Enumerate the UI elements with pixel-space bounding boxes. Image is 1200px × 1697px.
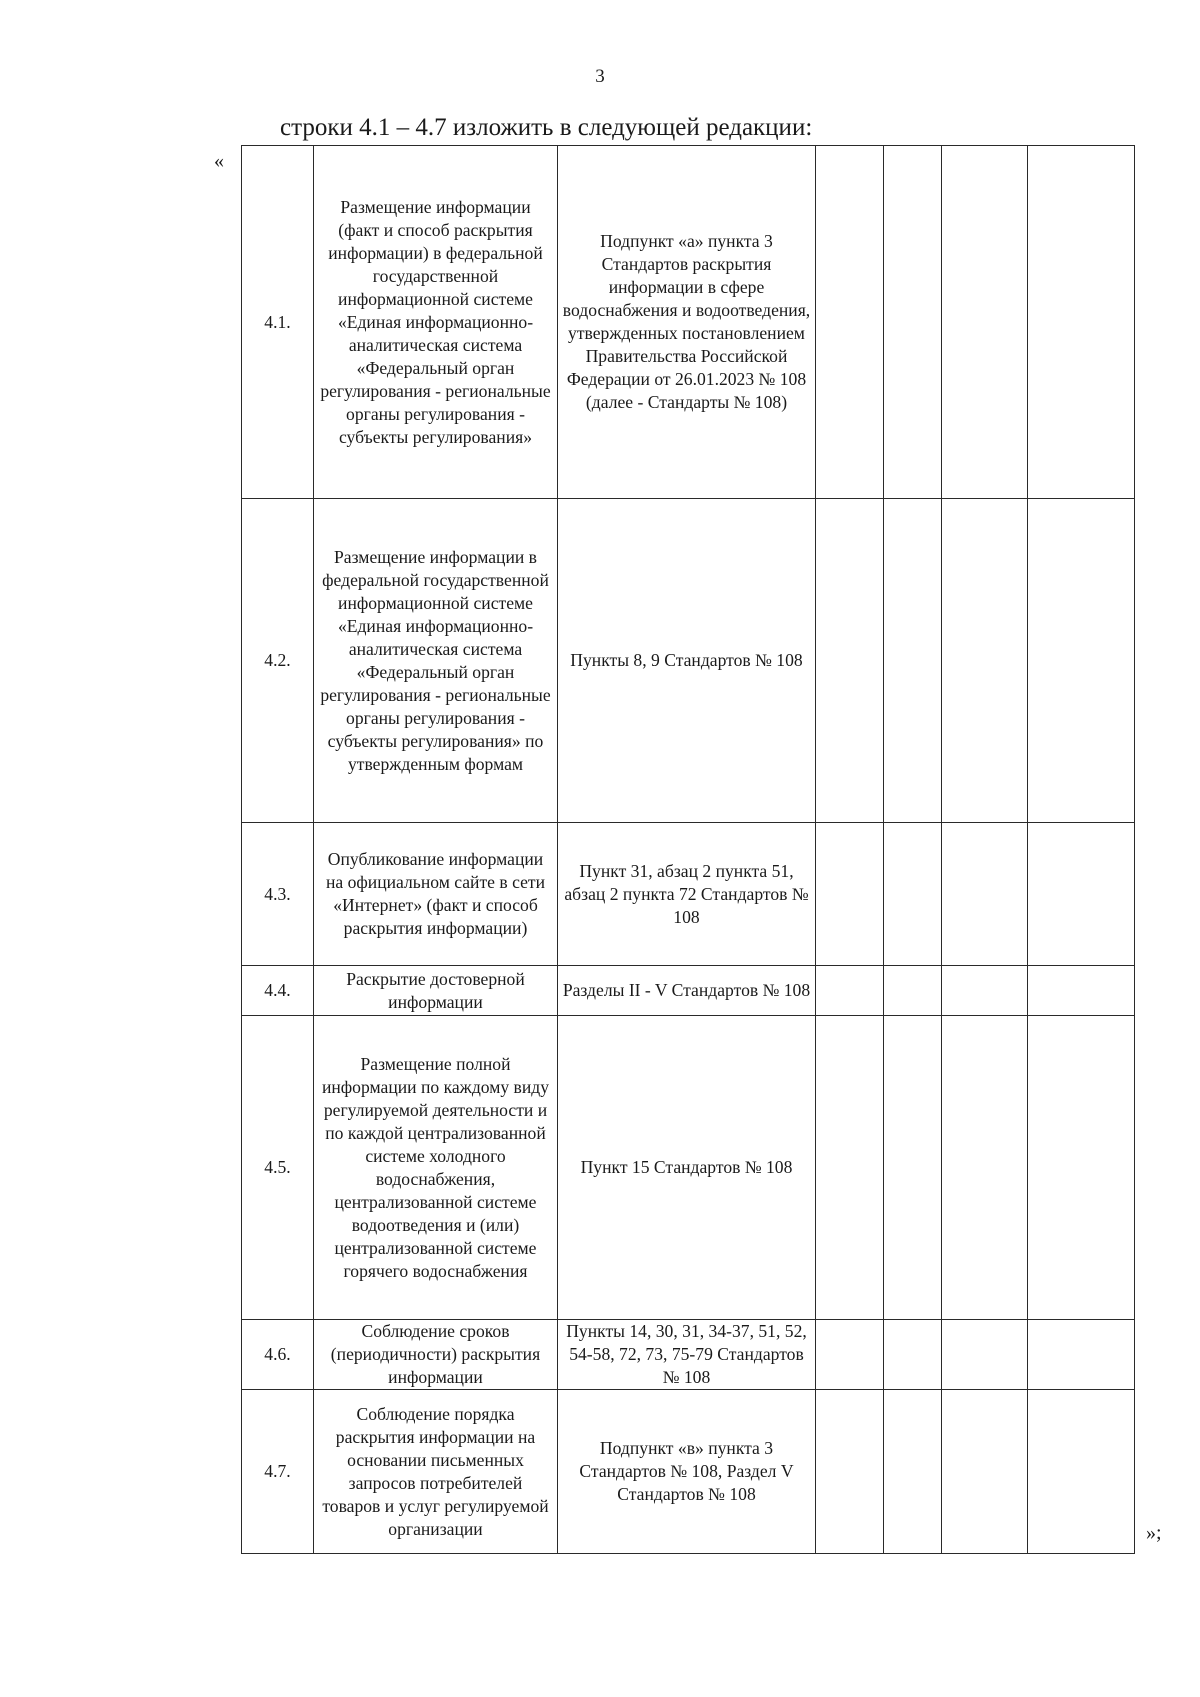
empty-cell — [1028, 499, 1135, 823]
row-reference: Подпункт «а» пункта 3 Стандартов раскрытия информации в сфере водоснабжения и водоотведения, утвержденных постановлением Правительства Российской Федерации от 26.01.2023 № 108 (далее - Стандарты № 108) — [558, 146, 816, 499]
empty-cell — [816, 146, 884, 499]
table-row — [242, 1390, 1135, 1554]
empty-cell — [884, 966, 942, 1016]
row-number: 4.2. — [242, 499, 314, 823]
table-row — [242, 966, 1135, 1016]
empty-cell — [942, 823, 1028, 966]
empty-cell — [942, 1016, 1028, 1320]
amendment-table — [241, 145, 1135, 1554]
empty-cell — [884, 1016, 942, 1320]
row-reference: Подпункт «в» пункта 3 Стандартов № 108, Раздел V Стандартов № 108 — [558, 1390, 816, 1554]
row-number: 4.6. — [242, 1320, 314, 1390]
table-row — [242, 146, 1135, 499]
empty-cell — [1028, 966, 1135, 1016]
empty-cell — [884, 146, 942, 499]
row-reference: Пункт 15 Стандартов № 108 — [558, 1016, 816, 1320]
table-row — [242, 823, 1135, 966]
empty-cell — [942, 499, 1028, 823]
row-description: Размещение полной информации по каждому виду регулируемой деятельности и по каждой централизованной системе холодного водоснабжения, централизованной системе водоотведения и (или) централизованной системе горячего водоснабжения — [314, 1016, 558, 1320]
empty-cell — [816, 1390, 884, 1554]
empty-cell — [942, 966, 1028, 1016]
empty-cell — [816, 1320, 884, 1390]
row-number: 4.4. — [242, 966, 314, 1016]
open-quote: « — [214, 150, 224, 172]
empty-cell — [884, 1390, 942, 1554]
row-description: Соблюдение сроков (периодичности) раскрытия информации — [314, 1320, 558, 1390]
row-reference: Разделы II - V Стандартов № 108 — [558, 966, 816, 1016]
row-number: 4.3. — [242, 823, 314, 966]
row-number: 4.7. — [242, 1390, 314, 1554]
row-reference: Пункт 31, абзац 2 пункта 51, абзац 2 пункта 72 Стандартов № 108 — [558, 823, 816, 966]
row-description: Соблюдение порядка раскрытия информации на основании письменных запросов потребителей товаров и услуг регулируемой организации — [314, 1390, 558, 1554]
row-reference: Пункты 8, 9 Стандартов № 108 — [558, 499, 816, 823]
row-description: Размещение информации в федеральной государственной информационной системе «Единая информационно-аналитическая система «Федеральный орган регулирования - региональные органы регулирования - субъекты регулирования» по утвержденным формам — [314, 499, 558, 823]
table-row — [242, 1320, 1135, 1390]
empty-cell — [816, 499, 884, 823]
empty-cell — [942, 1320, 1028, 1390]
table-row — [242, 1016, 1135, 1320]
empty-cell — [884, 499, 942, 823]
empty-cell — [1028, 1390, 1135, 1554]
row-number: 4.5. — [242, 1016, 314, 1320]
intro-text: строки 4.1 – 4.7 изложить в следующей редакции: — [280, 114, 813, 141]
empty-cell — [816, 823, 884, 966]
empty-cell — [1028, 1320, 1135, 1390]
empty-cell — [884, 1320, 942, 1390]
row-reference: Пункты 14, 30, 31, 34-37, 51, 52, 54-58, 72, 73, 75-79 Стандартов № 108 — [558, 1320, 816, 1390]
empty-cell — [942, 1390, 1028, 1554]
page-number: 3 — [595, 66, 605, 87]
table-row — [242, 499, 1135, 823]
empty-cell — [816, 966, 884, 1016]
row-description: Размещение информации (факт и способ раскрытия информации) в федеральной государственной информационной системе «Единая информационно-аналитическая система «Федеральный орган регулирования - региональные органы регулирования - субъекты регулирования» — [314, 146, 558, 499]
empty-cell — [816, 1016, 884, 1320]
row-description: Раскрытие достоверной информации — [314, 966, 558, 1016]
empty-cell — [1028, 1016, 1135, 1320]
row-description: Опубликование информации на официальном сайте в сети «Интернет» (факт и способ раскрытия информации) — [314, 823, 558, 966]
empty-cell — [1028, 146, 1135, 499]
empty-cell — [942, 146, 1028, 499]
empty-cell — [1028, 823, 1135, 966]
row-number: 4.1. — [242, 146, 314, 499]
close-quote: »; — [1146, 1522, 1162, 1544]
empty-cell — [884, 823, 942, 966]
